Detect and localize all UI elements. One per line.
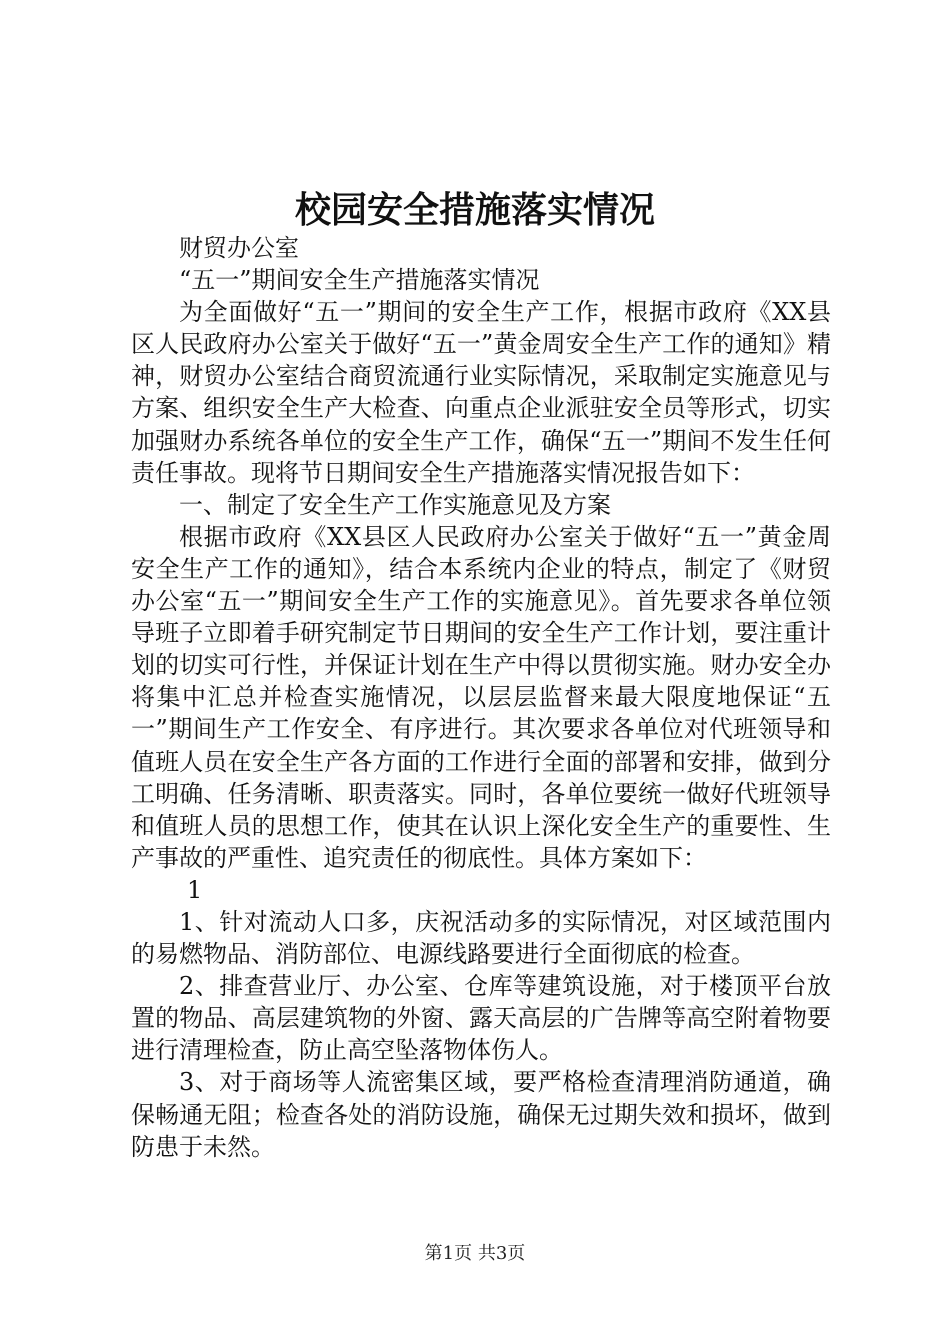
paragraph-section-1: 根据市政府《XX县区人民政府办公室关于做好“五一”黄金周安全生产工作的通知》，结合本系统内企业的特点，制定了《财贸办公室“五一”期间安全生产工作的实施意见》。首先要求各单位领导班子立即着手研究制定节日期间的安全生产工作计划，要注重计划的切实可行性，并保证计划在生产中得以贯彻实施。财办安全办将集中汇总并检查实施情况，以层层监督来最大限度地保证“五一”期间生产工作安全、有序进行。其次要求各单位对代班领导和值班人员在安全生产各方面的工作进行全面的部署和安排，做到分工明确、任务清晰、职责落实。同时，各单位要统一做好代班领导和值班人员的思想工作，使其在认识上深化安全生产的重要性、生产事故的严重性、追究责任的彻底性。具体方案如下： bbox=[131, 522, 831, 872]
paragraph-intro: 为全面做好“五一”期间的安全生产工作，根据市政府《XX县区人民政府办公室关于做好“五一”黄金周安全生产工作的通知》精神，财贸办公室结合商贸流通行业实际情况，采取制定实施意见与方案、组织安全生产大检查、向重点企业派驻安全员等形式，切实加强财办系统各单位的安全生产工作，确保“五一”期间不发生任何责任事故。现将节日期间安全生产措施落实情况报告如下： bbox=[131, 298, 831, 487]
list-item-3: 3、对于商场等人流密集区域，要严格检查清理消防通道，确保畅通无阻；检查各处的消防设施，确保无过期失效和损坏，做到防患于未然。 bbox=[131, 1068, 831, 1161]
page-number-mark: 1 bbox=[187, 875, 203, 904]
section-heading-1: 一、制定了安全生产工作实施意见及方案 bbox=[179, 490, 611, 519]
document-title: 校园安全措施落实情况 bbox=[294, 189, 655, 231]
list-item-2: 2、排查营业厅、办公室、仓库等建筑设施，对于楼顶平台放置的物品、高层建筑物的外窗、露天高层的广告牌等高空附着物要进行清理检查，防止高空坠落物体伤人。 bbox=[131, 972, 831, 1065]
document-body bbox=[131, 232, 831, 1163]
page-footer: 第1页 共3页 bbox=[424, 1243, 526, 1264]
list-item-1: 1、针对流动人口多，庆祝活动多的实际情况，对区域范围内的易燃物品、消防部位、电源线路要进行全面彻底的检查。 bbox=[131, 907, 831, 969]
paragraph-office: 财贸办公室 bbox=[179, 234, 299, 262]
paragraph-subtitle: “五一”期间安全生产措施落实情况 bbox=[179, 266, 540, 295]
